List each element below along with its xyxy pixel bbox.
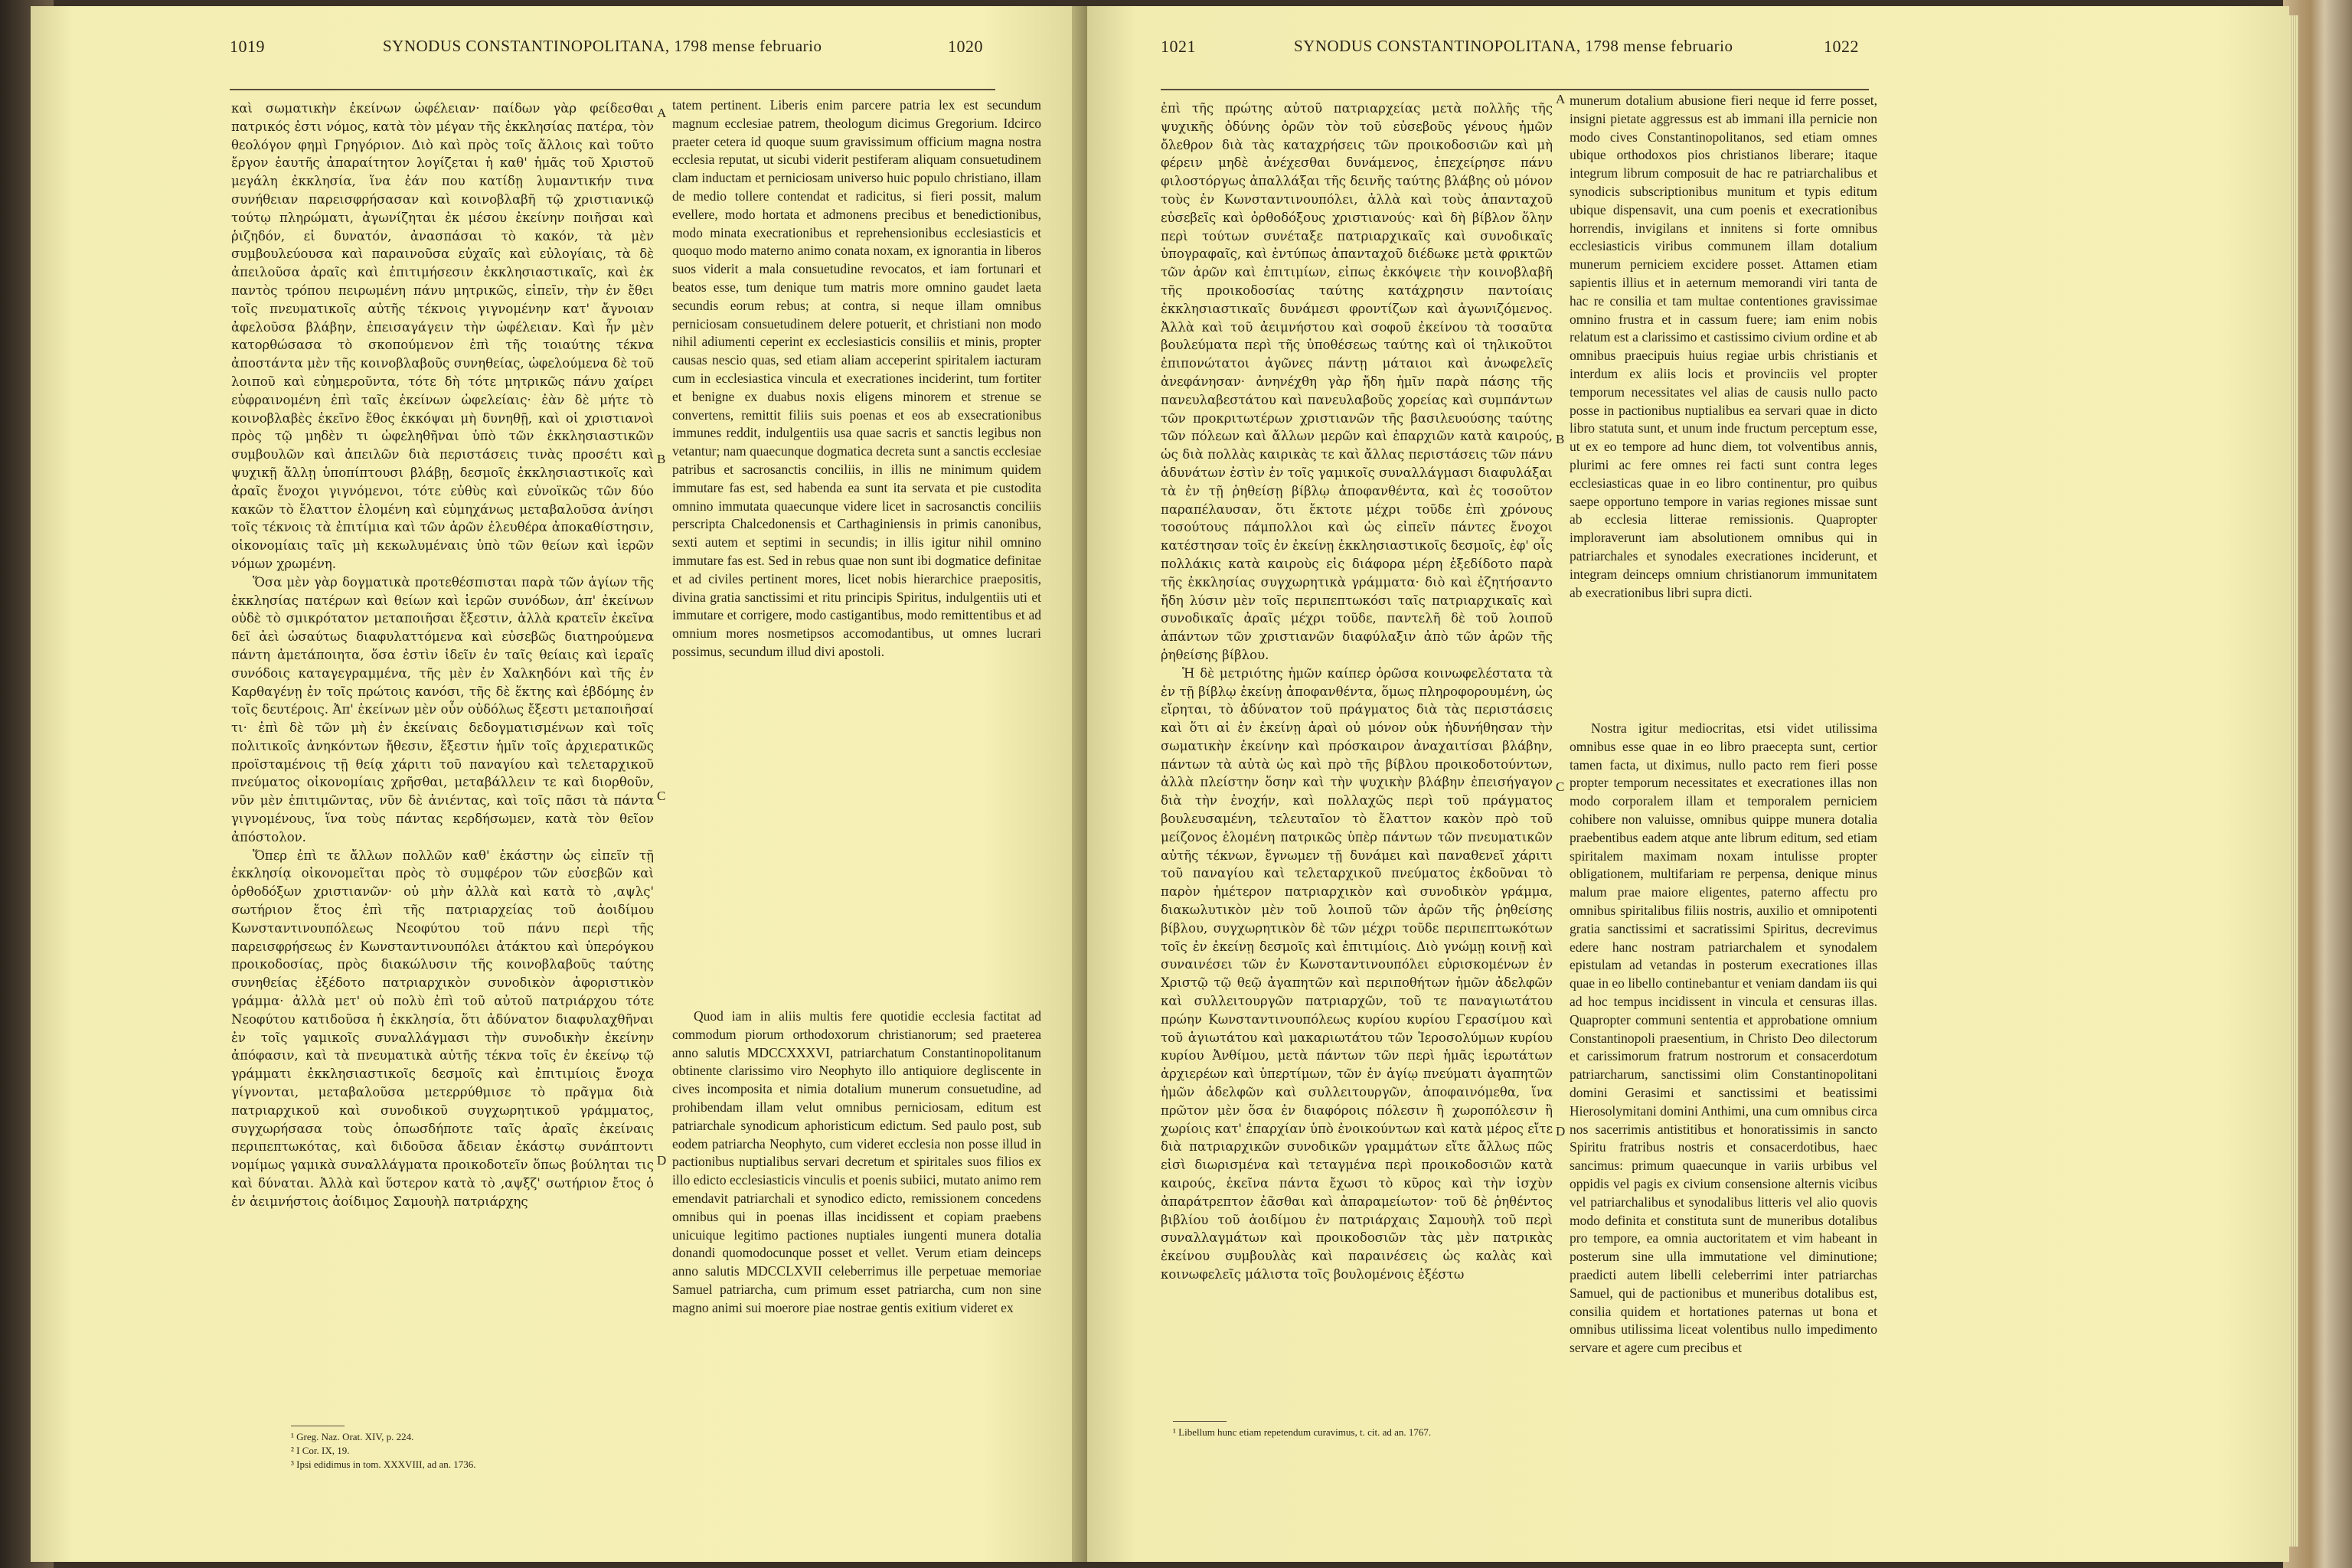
- right-latin-column-lower: [1570, 720, 1877, 1357]
- right-page: [1087, 6, 2289, 1562]
- footnote-2: ² I Cor. IX, 19.: [291, 1445, 350, 1456]
- left-greek-paragraph-2: Ὅσα μὲν γὰρ δογματικὰ προτεθέσπισται παρὰ τῶν ἁγίων τῆς ἐκκλησίας πατέρων καὶ θείων καὶ ἱερῶν συνόδων, ἀπ' ἐκείνων οὐδὲ τὸ σμικρότατον μεταποιῆσαι ἔξεστιν, ἀλλὰ κρατεῖν ἐκεῖνα δεῖ ἀεὶ ὡσαύτως διαφυλαττόμενα καὶ εὐσεβῶς διατηρούμενα πάντη ἀμετάποιητα, ὅσα ἐστὶν ἰδεῖν ἐν ταῖς θείαις καὶ ἱεραῖς συνόδοις καταγεγραμμένα, τῆς μὲν ἐν Χαλκηδόνι καὶ τῆς ἐν Καρθαγένῃ ἐν τοῖς πρώτοις κανόσι, τῆς δὲ ἕκτης καὶ ἑβδόμης ἐν τοῖς δευτέροις. Ἀπ' ἐκείνων μὲν οὖν οὐδόλως ἔξεστι μεταποιῆσαί τι· ἐπὶ δὲ τῶν μὴ ἐν ἐκείναις δεδογματισμένων καὶ τοῖς πολιτικοῖς ἀνηκόντων ἤθεσιν, ἔξεστιν ἡμῖν τοῖς ἀρχιερατικῶς προϊσταμένοις τῇ θείᾳ χάριτι τοῦ παναγίου καὶ τελεταρχικοῦ πνεύματος οἰκονομίαις χρῆσθαι, μεταβάλλειν τε καὶ διορθοῦν, νῦν μὲν ἐπιτιμῶντας, νῦν δὲ ἀνιέντας, καὶ τοῖς πᾶσι τὰ πάντα γιγνομένους, ἵνα τοὺς πάντας κερδήσωμεν, κατὰ τὸν θεῖον ἀπόστολον.: [231, 574, 654, 844]
- right-header-rule: [1161, 89, 1869, 90]
- right-margin-marker-a: A: [1556, 92, 1566, 106]
- footnote-1: ¹ Greg. Naz. Orat. XIV, p. 224.: [291, 1431, 414, 1442]
- left-greek-paragraph-1: καὶ σωματικὴν ἐκείνων ὠφέλειαν· παίδων γὰρ φείδεσθαι πατρικός ἐστι νόμος, κατὰ τὸν μέγαν τῆς ἐκκλησίας πατέρα, τὸν θεολόγον φημὶ Γρηγόριον. Διὸ καὶ πρὸς τοῖς ἄλλοις καὶ τοῦτο ἔργον ἑαυτῆς ἀπαραίτητον λογίζεται ἡ καθ' ἡμᾶς τοῦ Χριστοῦ μεγάλη ἐκκλησία, ἵνα ἐάν που κατίδῃ λυμαντικήν τινα συνήθειαν παρεισφρήσασαν καὶ κοινοβλαβῆ τῷ χριστιανικῷ τούτῳ πληρώματι, ἀγωνίζηται ἐκ μέσου ἐκείνην ποιῆσαι καὶ ῥιζηδόν, εἰ δυνατόν, ἀνασπάσαι τὸ κακόν, τὰ μὲν συμβουλεύουσα καὶ παραινοῦσα εὐχαῖς καὶ εὐλογίαις, τὰ δὲ ἀπειλοῦσα ἀραῖς καὶ ἐπιτιμήσεσιν ἐκκλησιαστικαῖς, καὶ ἐκ παντὸς τρόπου πειρωμένη πάνυ μητρικῶς, εἰπεῖν, τὴν ἐν ἔθει τοῖς πνευματικοῖς αὐτῆς τέκνοις γιγνομένην κατ' ἄγνοιαν ἀφελοῦσα βλάβην, ἐπεισαγάγειν τὴν ὠφέλειαν. Καὶ ἦν μὲν κατορθώσασα τὸ σκοπούμενον ἐπὶ τῆς τοιαύτης τέκνα ἀποστάντα μὲν τῆς κοινοβλαβοῦς συνηθείας, ὠφελούμενα δὲ τοῦ λοιποῦ καὶ εὐημεροῦντα, τότε δὴ τότε μητρικῶς πάνυ χαίρει εὐφραινομένη ἐπὶ ταῖς ἐκείνων ὠφελείαις· ἐὰν δὲ μήτε τὸ κοινοβλαβὲς ἐκεῖνο ἔθος ἐκκόψαι μὴ δυνηθῇ, καὶ οἱ χριστιανοὶ πρὸς τῷ μηδὲν τι ὠφεληθῆναι ὑπὸ τῶν ἐκκλησιαστικῶν συμβουλῶν καὶ ἀπειλῶν διὰ περιστάσεις τινὰς προσέτι καὶ ψυχικῇ ἄλλῃ ὑποπίπτουσι βλάβῃ, δεσμοῖς ἐκκλησιαστικοῖς καὶ ἀραῖς ἔνοχοι γιγνόμενοι, τότε εὐθὺς καὶ εὐνοϊκῶς τῶν δύο κακῶν τὸ ἔλαττον ἑλομένη καὶ εὐμηχάνως μεταβαλοῦσα ἀνίησι τοῖς τέκνοις τὰ ἐπιτίμια καὶ τῶν ἀρῶν ἐλευθέρα ἀποκαθίστησιν, οἰκονομίαις ταῖς μὴ κεκωλυμέναις ὑπὸ τῶν θείων καὶ ἱερῶν νόμων χρωμένη.: [231, 101, 654, 571]
- right-footnote-rule: [1173, 1421, 1227, 1422]
- right-greek-paragraph-1: ἐπὶ τῆς πρώτης αὐτοῦ πατριαρχείας μετὰ πολλῆς τῆς ψυχικῆς ὀδύνης ὁρῶν τὸν τοῦ εὐσεβοῦς γένους ἡμῶν ὄλεθρον διὰ τὰς καταχρήσεις τῶν προικοδοσιῶν καὶ μὴ φέρειν μηδὲ ἀνέχεσθαι δυνάμενος, ἐπεχείρησε πάνυ φιλοστόργως ἀπαλλάξαι τῆς δεινῆς ταύτης βλάβης οὐ μόνον τοὺς ἐν Κωνσταντινουπόλει, ἀλλὰ καὶ τοὺς ἁπανταχοῦ εὐσεβεῖς καὶ ὀρθοδόξους χριστιανούς· καὶ δὴ βίβλον ὅλην περὶ τούτων συνέταξε πατριαρχικαῖς καὶ συνοδικαῖς ὑπογραφαῖς, καὶ ἐντύπως ἁπανταχοῦ διέδωκε μετὰ φρικτῶν τῶν ἀρῶν καὶ ἐπιτιμίων, εἰπως ἐκκόψειε τὴν κοινοβλαβῆ τῆς προικοδοσίας ταύτης κατάχρησιν παντοίαις ἐκκλησιαστικαῖς δυνάμεσι φροντίζων καὶ ἀγωνιζόμενος. Ἀλλὰ καὶ τοῦ ἀειμνήστου καὶ σοφοῦ ἐκείνου τὰ τοσαῦτα βουλεύματα περὶ τῆς ὑποθέσεως ταύτης καὶ οἱ τηλικοῦτοι ἐπιπονώτατοι ἀγῶνες πάντῃ μάταιοι καὶ ἀνωφελεῖς ἀνεφάνησαν· ἀνηνέχθη γὰρ ἤδη ἡμῖν παρὰ πάσης τῆς πανευλαβεστάτου καὶ πανευλαβοῦς χορείας καὶ συμπάντων τῶν προκριτωτέρων χριστιανῶν τῆς βασιλευούσης ταύτης τῶν πόλεων καὶ ἄλλων μερῶν καὶ ἐπαρχιῶν κατὰ καιρούς, ὡς διὰ πολλὰς καιρικὰς τε καὶ ἄλλας περιστάσεις τῶν πάνυ ἀδυνάτων ἐστὶν ἐν τοῖς γαμικοῖς συναλλάγμασι διαφυλάξαι τὰ ἐν τῇ ῥηθείσῃ βίβλῳ ἀποφανθέντα, καὶ ἐς τοσοῦτον παραπέλαυσαν, ὅτι ἔκτοτε μέχρι τοῦδε ἐπὶ χρόνους τοσούτους πάμπολλοι καὶ ὡς εἰπεῖν πάντες ἔνοχοι κατέστησαν τοῖς ἐν ἐκείνῃ ἐκκλησιαστικοῖς δεσμοῖς, ἐφ' οἷς πολλάκις κατὰ καιροὺς εἰς διάφορα μέρη ἐξεδίδοτο παρὰ τῆς ἐκκλησίας συγχωρητικὰ γράμματα· διὸ καὶ ἐζητήσαντο ἤδη λύσιν μὲν τοῖς περιπεπτωκόσι ταῖς πατριαρχικαῖς καὶ συνοδικαῖς ἀραῖς μέχρι τοῦδε, παντελῆ δὲ τοῦ λοιποῦ ἁπάντων τῶν χριστιανῶν διαφύλαξιν ἀπὸ τῶν ἀρῶν τῆς ῥηθείσης βίβλου.: [1161, 101, 1553, 662]
- right-margin-marker-c: C: [1556, 779, 1565, 794]
- left-latin-paragraph-2: Quod iam in aliis multis fere quotidie ecclesia factitat ad commodum piorum orthodoxorum christianorum; sed praeterea anno salutis MDCCXXXVI, patriarchatum Constantinopolitanum obtinente clarissimo viro Neophyto illo antiquiore degliscente in cives incomposita et nimia dotalium munerum consuetudine, ad prohibendam illam velut omnibus perniciosam, editum est patriarchale synodicum aphoristicum edictum. Sed paulo post, sub eodem patriarcha Neophyto, cum videret ecclesia non posse illud in pactionibus nuptialibus servari decretum et spiritales suos filios ex illo edicto ecclesiasticis vinculis et poenis subiici, mutato animo rem emendavit patriarchali et synodico edicto, remissionem concedens omnibus qui in poenas illas incidissent et copiam praebens unicuique legitimo pactiones nuptiales iungenti munera dotalia donandi quomodocunque posset et vellet. Verum etiam deinceps anno salutis MDCCLXVII celeberrimus ille perpetuae memoriae Samuel patriarcha, cum primum esset patriarcha, cum non sine magno animi sui moerore piae nostrae gentis exitium videret ex: [672, 1008, 1041, 1315]
- footnote-right-1: ¹ Libellum hunc etiam repetendum curavimus, t. cit. ad an. 1767.: [1173, 1426, 1432, 1438]
- left-page-running-title: SYNODUS CONSTANTINOPOLITANA, 1798 mense februario: [383, 37, 822, 55]
- right-greek-paragraph-2: Ἡ δὲ μετριότης ἡμῶν καίπερ ὁρῶσα κοινωφελέστατα τὰ ἐν τῇ βίβλῳ ἐκείνῃ ἀποφανθέντα, ὅμως πληροφορουμένη, ὡς εἴρηται, τὸ ἀδύνατον τοῦ πράγματος διὰ τὰς περιστάσεις καὶ ὅτι αἱ ἐν ἐκείνῃ ἀραὶ οὐ μόνον οὐκ ἠδυνήθησαν τὴν σωματικὴν ἐκείνην καὶ πρόσκαιρον ἀναχαιτίσαι βλάβην, πάντων τὰ αὐτὰ ὡς καὶ πρὸ τῆς βίβλου προικοδοτούντων, ἀλλὰ πλείστην ὅσην καὶ τὴν ψυχικὴν βλάβην ἐπεισήγαγον διὰ τὴν ἐνοχήν, καὶ πολλαχῶς περὶ τοῦ πράγματος βουλευσαμένη, τελευταῖον τὸ ἔλαττον κακὸν πρὸ τοῦ μείζονος ἑλομένη πατρικῶς ὑπὲρ πάντων τῶν πνευματικῶν αὐτῆς τέκνων, ἔγνωμεν τῇ δυνάμει καὶ παναθενεῖ χάριτι τοῦ παναγίου καὶ τελεταρχικοῦ πνεύματος ἐκδοῦναι τὸ παρὸν ἡμέτερον πατριαρχικὸν καὶ συνοδικὸν γράμμα, διακωλυτικὸν μὲν τοῦ λοιποῦ τῶν ἀρῶν τῆς ῥηθείσης βίβλου, συγχωρητικὸν δὲ τῶν μέχρι τοῦδε περιπεπτωκότων τοῖς ἐν ἐκείνῃ δεσμοῖς καὶ ἐπιτιμίοις. Διὸ γνώμῃ κοινῇ καὶ συναινέσει τῶν ἐν Κωνσταντινουπόλει εὑρισκομένων ἐν Χριστῷ τῷ θεῷ ἀγαπητῶν καὶ περιποθήτων ἡμῶν ἀδελφῶν καὶ συλλειτουργῶν πατριαρχῶν, τοῦ τε παναγιωτάτου πρώην Κωνσταντινουπόλεως κυρίου κυρίου Γερασίμου καὶ τοῦ ἁγιωτάτου καὶ μακαριωτάτου τῶν Ἱεροσολύμων κυρίου κυρίου Ἀνθίμου, μετὰ πάντων τῶν περὶ ἡμᾶς ἱερωτάτων ἀρχιερέων καὶ ὑπερτίμων, τῶν ἐν ἁγίῳ πνεύματι ἀγαπητῶν ἡμῶν ἀδελφῶν καὶ συλλειτουργῶν, ἀποφαινόμεθα, ἵνα πρῶτον μὲν ὅσα ἐν διαφόροις πόλεσιν ἢ χωροπόλεσιν ἢ χωρίοις κατ' ἐπαρχίαν ὑπὸ ἐνοικούντων καὶ κατὰ μέρος εἴτε διὰ πατριαρχικῶν συνοδικῶν γραμμάτων εἴτε ἄλλως πῶς εἰσὶ διωρισμένα καὶ τεταγμένα περὶ προικοδοσιῶν κατὰ καιρούς, ἐκεῖνα πάντα ἔχωσι τὸ κῦρος καὶ τὴν ἰσχὺν ἀπαράτρεπτον ἐᾶσθαι καὶ ἀπαραμείωτον· τοῦ δὲ ῥηθέντος βιβλίου τοῦ ἀοιδίμου ἐν πατριάρχαις Σαμουὴλ τοῦ περὶ συναλλαγμάτων καὶ προικοδοσιῶν τὰς μὲν πατρικὰς ἐκείνου συμβουλὰς καὶ παραινέσεις ὡς καλὰς καὶ κοινωφελεῖς μάλιστα τοῖς βουλομένοις ἐξέστω: [1161, 665, 1553, 1282]
- footnote-3: ³ Ipsi edidimus in tom. XXXVIII, ad an. 1736.: [291, 1459, 476, 1470]
- left-page-column-number: 1020: [948, 37, 983, 56]
- right-latin-paragraph-2: Nostra igitur mediocritas, etsi videt utilissima omnibus esse quae in eo libro praecepta sunt, certior tamen facta, ut diximus, nullo pacto rem fieri posse propter temporum necessitates et execrationes illas non modo corporalem illam et temporalem perniciem cohibere non valuisse, omnibus quippe munera dotalia praebentibus eadem atque ante librum editum, sed etiam spiritalem maximam noxam intulisse propter obligationem, multifariam re perpensa, denique minus malum prae maiore eligentes, paterno affectu pro omnibus spiritalibus filiis nostris, auxilio et omnipotenti gratia sanctissimi et sacratissimi Spiritus, decrevimus edere hanc nostram patriarchalem et synodalem epistulam ad vetandas in posterum execrationes illas quae in eo libello continebantur et veniam dandam iis qui ad hoc tempus incidissent in vincula et censuras illas. Quapropter communi sententia et approbatione omnium Constantinopoli praesentium, in Christo Deo dilectorum et carissimorum fratrum nostrorum et consacerdotum patriarcharum, sanctissimi olim Constantinopolitani domini Gerasimi et sanctissimi et beatissimi Hierosolymitani domini Anthimi, una cum omnibus circa nos sacerrimis antistitibus et honoratissimis in sancto Spiritu fratribus nostris et consacerdotibus, haec sancimus: primum quaecunque in variis urbibus vel oppidis vel pagis ex civium consensione alternis vicibus vel patriarchalibus et synodalibus litteris vel alio quovis modo definita et constituta sunt de muneribus dotalibus pro tempore, ea omnia auctoritatem et vim habeant in posterum sine ulla immutatione vel diminutione; praedicti autem libelli celeberrimi inter patriarchas Samuel, qui de pactionibus et muneribus dotalibus est, consilia quidem et hortationes paternas ut bona et omnibus utilissima liceat volentibus nullo impedimento servare et agere cum precibus et: [1570, 720, 1877, 1356]
- margin-marker-c: C: [657, 789, 666, 803]
- right-latin-column: [1570, 92, 1877, 602]
- left-page: [31, 6, 1087, 1562]
- right-margin-marker-b: B: [1556, 432, 1565, 446]
- right-latin-paragraph-1: munerum dotalium abusione fieri neque id ferre posset, insigni pietate aggressus est ab immani illa pernicie non modo cives Constantinopolitanos, sed etiam omnes ubique orthodoxos pios christianos liberare; itaque integrum librum composuit de hac re patriarchalibus et synodicis subscriptionibus munitum et typis editum ubique dispensavit, una cum poenis et execrationibus horrendis, invigilans et innitens si forte omnibus ecclesiasticis viribus communem illam dotalium munerum perniciem excidere posset. Attamen etiam sapientis illius et in aeternum memorandi viri tanta de hac re consilia et tam multae contentiones gravissimae omnino frustra et in cassum fuere; iam enim nobis relatum est a clarissimo et castissimo civium ordine et ab omnibus praecipuis huius regiae urbis christianis et interdum ex aliis locis et provinciis vel propter temporum necessitates vel alias de causis nullo pacto posse in pactionibus nuptialibus ea servari quae in dicto libro statuta sunt, et unum inde fructum perceptum esse, ut ex eo tempore ad hunc diem, tot volventibus annis, plurimi ac fere omnes rei facti sunt contra leges ecclesiasticas quae in eo libro continentur, pro quibus saepe opportuno tempore in varias regiones missae sunt ab ecclesia litterae remissionis. Quapropter imploraverunt iam absolutionem omnibus qui in patriarchales et synodales execrationes inciderunt, et integram deinceps omnium christianorum immunitatem ab execrationibus libri supra dicti.: [1570, 93, 1877, 600]
- left-greek-column: [231, 100, 654, 1211]
- right-footnotes: [1173, 1426, 1556, 1439]
- right-margin-marker-d: D: [1556, 1124, 1566, 1138]
- left-header-rule: [230, 89, 995, 90]
- left-page-number: 1019: [230, 37, 265, 56]
- left-footnotes: [291, 1430, 689, 1472]
- margin-marker-d: D: [657, 1153, 667, 1168]
- right-page-number: 1021: [1161, 37, 1196, 56]
- left-latin-column: [672, 96, 1041, 662]
- right-greek-column: [1161, 100, 1553, 1284]
- left-latin-column-lower: [672, 1008, 1041, 1318]
- margin-marker-a: A: [657, 106, 667, 120]
- margin-marker-b: B: [657, 452, 666, 466]
- right-page-column-number: 1022: [1824, 37, 1859, 56]
- left-greek-paragraph-3: Ὅπερ ἐπὶ τε ἄλλων πολλῶν καθ' ἑκάστην ὡς εἰπεῖν τῇ ἐκκλησίᾳ οἰκονομεῖται πρὸς τὸ συμφέρον τῶν εὐσεβῶν καὶ ὀρθοδόξων χριστιανῶν· οὐ μὴν ἀλλὰ καὶ κατὰ τὸ ‚αψλς' σωτήριον ἔτος ἐπὶ τῆς πατριαρχείας τοῦ ἀοιδίμου Κωνσταντινουπόλεως Νεοφύτου τοῦ πάνυ περὶ τῆς παρεισφρήσεως ἐν Κωνσταντινουπόλει ἀτάκτου καὶ ὑπερόγκου προικοδοσίας, πρὸς διακώλυσιν τῆς κοινοβλαβοῦς ταύτης συνηθείας ἐξέδοτο πατριαρχικὸν συνοδικὸν ἀφοριστικὸν γράμμα· ἀλλὰ μετ' οὐ πολὺ ἐπὶ τοῦ αὐτοῦ πατριάρχου τότε Νεοφύτου κατιδοῦσα ἡ ἐκκλησία, ὅτι ἀδύνατον διαφυλαχθῆναι ἐν τοῖς γαμικοῖς συναλλάγμασι τὴν συνοδικὴν ἐκείνην ἀπόφασιν, καὶ τὰ πνευματικὰ αὐτῆς τέκνα τοῖς ἐν ἐκείνῳ τῷ γράμματι ἐκκλησιαστικοῖς δεσμοῖς καὶ ἐπιτιμίοις ἔνοχα γίγνονται, μεταβαλοῦσα μετερρύθμισε τὸ πρᾶγμα διὰ πατριαρχικοῦ καὶ συνοδικοῦ συγχωρητικοῦ γράμματος, συγχωρήσασα τοὺς ὁπωσδήποτε ταῖς ἀραῖς ἐκείναις περιπεπτωκότας, καὶ διδοῦσα ἄδειαν ἑκάστῳ συνάπτοντι νομίμως γαμικὰ συναλλάγματα προικοδοτεῖν ὅπως βούληται τις καὶ δύναται. Ἀλλὰ καὶ ὕστερον κατὰ τὸ ‚αψξζ' σωτήριον ἔτος ὁ ἐν ἀειμνήστοις ἀοίδιμος Σαμουὴλ πατριάρχης: [231, 848, 654, 1209]
- left-latin-paragraph-1: tatem pertinent. Liberis enim parcere patria lex est secundum magnum ecclesiae patrem, theologum dicimus Gregorium. Idcirco praeter cetera id quoque suum gravissimum officium magna nostra ecclesia reputat, ut sicubi viderit pestiferam aliquam consuetudinem clam inductam et perniciosam universo huic populo christiano, illam de medio tollere contendat et radicitus, si fieri possit, malum evellere, modo hortata et admonens precibus et benedictionibus, modo minata execrationibus et reprehensionibus ecclesiasticis et quoquo modo materno animo conata noxam, ex ignorantia in liberos suos viderit a mala consuetudine revocatos, et iam fortunari et beatos esse, tum denique tum matris more omnino gaudet laeta secundis eorum rebus; at contra, si neque illam omnibus perniciosam consuetudinem delere potuerit, et christiani non modo nihil adiumenti ceperint ex ecclesiasticis consiliis et minis, propter causas nescio quas, sed etiam aliam acceperint spiritalem iacturam cum in ecclesiastica vincula et execrationes inciderint, tum fortiter et benigne ex duabus noxis eligens minorem et strenue se convertens, remittit filiis suis poenas et eos ab exsecrationibus immunes reddit, indulgentiis usa quae sacris et sanctis legibus non vetantur; nam quaecunque dogmatica decreta sunt a sanctis ecclesiae patribus et sacrosanctis conciliis, in illis ne minimum quidem immutare fas est, sed habenda ea sunt ita servata et pie custodita omnino immutata quaecunque videre licet in sacrosanctis conciliis perscripta Chalcedonensis et Carthaginiensis in primis canonibus, sexti autem et septimi in secundis; in illis igitur nihil omnino immutare fas est. Sed in rebus quae non sunt ibi dogmatice definitae et ad civiles pertinent mores, licet nobis hierarchice praepositis, divina gratia sanctissimi et ritu principis Spiritus, indulgentiis uti et immutare et corrigere, modo castigantibus, modo remittentibus et ad omnium mores nosmetipsos accomodantibus, ut omnes lucrari possimus, secundum illud divi apostoli.: [672, 97, 1042, 659]
- right-page-running-title: SYNODUS CONSTANTINOPOLITANA, 1798 mense februario: [1294, 37, 1733, 55]
